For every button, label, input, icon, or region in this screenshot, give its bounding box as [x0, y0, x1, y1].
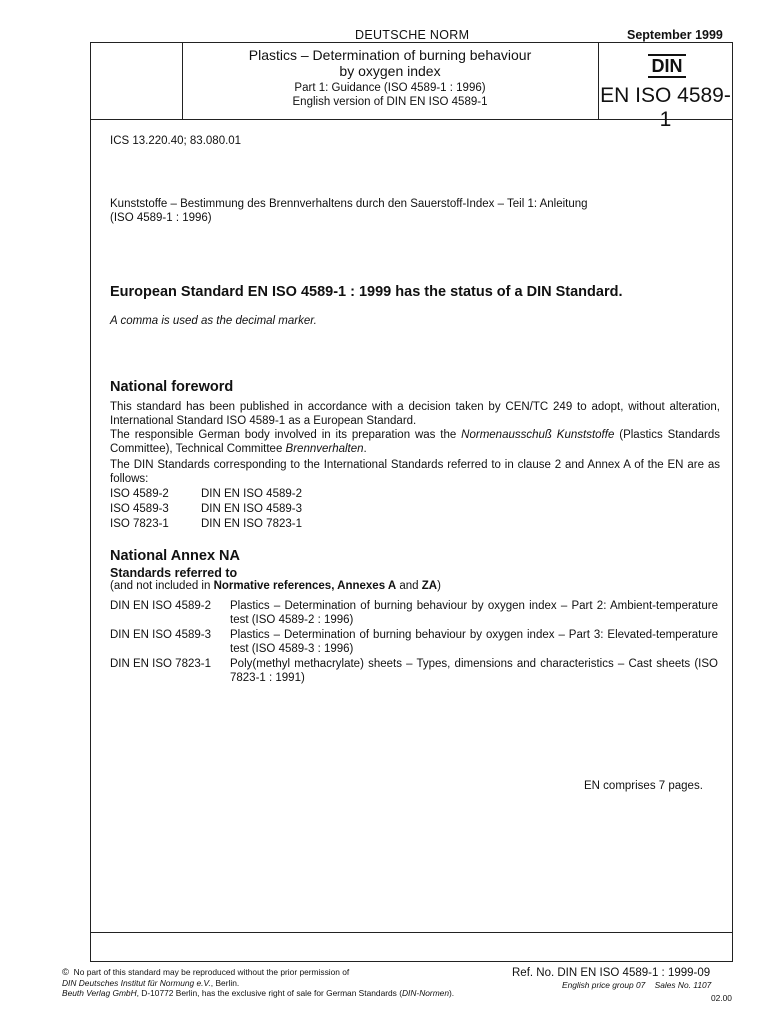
- price-group: English price group 07: [562, 980, 646, 990]
- foreword-paragraph-3: The DIN Standards corresponding to the International Standards referred to in clause 2 and Annex A of the EN are as follows:: [110, 459, 720, 485]
- part-subtitle: Part 1: Guidance (ISO 4589-1 : 1996): [294, 82, 486, 94]
- title-line-1: Plastics – Determination of burning behaviour: [248, 47, 532, 63]
- copyright-text-3: , D-10772 Berlin, has the exclusive right of sale for German Standards (: [136, 988, 402, 998]
- din-reference: DIN EN ISO 7823-1: [201, 518, 302, 530]
- document-title: [182, 47, 598, 79]
- annex-subheading: Standards referred to: [110, 566, 238, 580]
- annex-item-text: Poly(methyl methacrylate) sheets – Types, dimensions and characteristics – Cast sheets (ISO 7823-1 : 1991): [230, 658, 718, 684]
- decimal-note: A comma is used as the decimal marker.: [110, 315, 317, 327]
- annex-note-c: and: [396, 580, 422, 592]
- foreword-p2-text-c: (Plastics Standards Committee), Technical Committee: [110, 429, 720, 455]
- copyright-icon: ©: [62, 967, 69, 978]
- sales-number: Sales No. 1107: [654, 980, 712, 990]
- annex-note-e: ): [437, 580, 441, 592]
- pages-note: EN comprises 7 pages.: [584, 780, 703, 792]
- annex-heading: National Annex NA: [110, 548, 240, 564]
- standard-designation: EN ISO 4589-1: [600, 84, 731, 131]
- foreword-p2-technical-committee: Brennverhalten: [285, 442, 364, 455]
- title-line-2: by oxygen index: [339, 63, 441, 79]
- publisher-name: Beuth Verlag GmbH: [62, 988, 137, 998]
- publication-date: September 1999: [627, 28, 723, 42]
- annex-item: [110, 629, 720, 657]
- english-version-note: English version of DIN EN ISO 4589-1: [292, 96, 488, 108]
- copyright-text-1: No part of this standard may be reproduced without the prior permission of: [73, 967, 350, 977]
- norm-label: DEUTSCHE NORM: [355, 28, 470, 42]
- german-title-line-2: (ISO 4589-1 : 1996): [110, 211, 212, 224]
- din-normen-term: DIN-Normen: [401, 988, 449, 998]
- copyright-text-2: , Berlin.: [210, 978, 240, 988]
- iso-reference: ISO 7823-1: [110, 518, 169, 530]
- copyright-text-4: ).: [448, 988, 455, 998]
- din-reference: DIN EN ISO 4589-2: [201, 488, 302, 500]
- foreword-p2-text-e: .: [363, 442, 367, 455]
- foreword-paragraph-1: This standard has been published in accordance with a decision taken by CEN/TC 249 to adopt, without alteration, International Standard ISO 4589-1 as a European Standard.: [110, 401, 720, 427]
- annex-item: [110, 658, 720, 686]
- ics-code: ICS 13.220.40; 83.080.01: [110, 135, 242, 147]
- price-info: [562, 980, 711, 990]
- page-frame: [90, 42, 733, 962]
- annex-item: [110, 600, 720, 628]
- german-title: [110, 198, 720, 225]
- annex-item-code: DIN EN ISO 7823-1: [110, 658, 211, 670]
- iso-reference: ISO 4589-2: [110, 488, 169, 500]
- annex-item-code: DIN EN ISO 4589-2: [110, 600, 211, 612]
- annex-item-text: Plastics – Determination of burning behaviour by oxygen index – Part 2: Ambient-temperature test (ISO 4589-2 : 1996): [230, 600, 718, 626]
- copyright-line-1: [62, 967, 454, 978]
- iso-reference: ISO 4589-3: [110, 503, 169, 515]
- copyright-notice: [62, 967, 454, 998]
- annex-item-text: Plastics – Determination of burning behaviour by oxygen index – Part 3: Elevated-temperature test (ISO 4589-3 : 1996): [230, 629, 718, 655]
- annex-note-normative: Normative references, Annexes A: [213, 580, 397, 592]
- din-reference: DIN EN ISO 4589-3: [201, 503, 302, 515]
- german-title-line-1: Kunststoffe – Bestimmung des Brennverhaltens durch den Sauerstoff-Index – Teil 1: Anleitung: [110, 198, 588, 210]
- annex-note-a: (and not included in: [110, 580, 214, 592]
- annex-item-code: DIN EN ISO 4589-3: [110, 629, 211, 641]
- din-logo: DIN: [648, 54, 686, 78]
- foreword-p2-committee: Normenausschuß Kunststoffe: [461, 429, 615, 441]
- copyright-line-2: [62, 978, 454, 988]
- edition-code: 02.00: [711, 993, 732, 1003]
- copyright-line-3: [62, 988, 454, 998]
- footer-divider: [90, 932, 733, 933]
- reference-number: Ref. No. DIN EN ISO 4589-1 : 1999-09: [512, 967, 711, 979]
- status-heading: European Standard EN ISO 4589-1 : 1999 has the status of a DIN Standard.: [110, 284, 623, 300]
- foreword-p2-text-a: The responsible German body involved in its preparation was the: [110, 429, 462, 441]
- annex-note-za: ZA: [421, 580, 438, 592]
- din-institute-name: DIN Deutsches Institut für Normung e.V.: [62, 978, 211, 988]
- foreword-heading: National foreword: [110, 379, 234, 395]
- annex-note: [110, 580, 441, 592]
- foreword-paragraph-2: [110, 429, 720, 456]
